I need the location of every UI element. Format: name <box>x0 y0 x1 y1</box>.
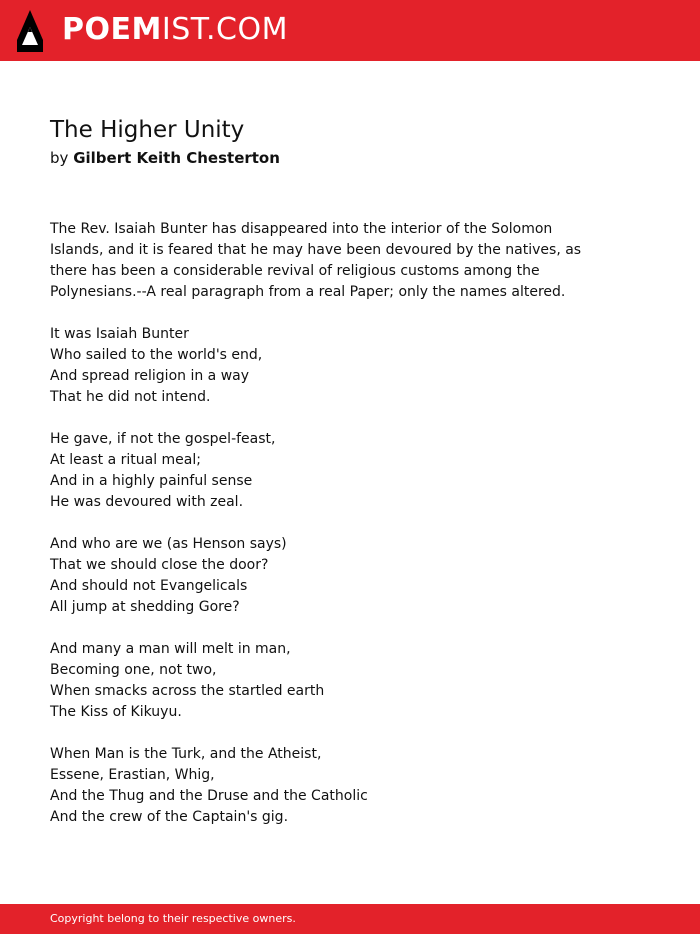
logo-text-bold: POEM <box>62 12 162 47</box>
verse-line: All jump at shedding Gore? <box>50 599 240 615</box>
copyright-text: Copyright belong to their respective owners. <box>50 912 296 925</box>
author-name: Gilbert Keith Chesterton <box>73 149 280 167</box>
pencil-tip-icon <box>17 10 43 52</box>
text-line: Polynesians.--A real paragraph from a real Paper; only the names altered. <box>50 284 566 300</box>
verse-line: And the Thug and the Druse and the Catholic <box>50 788 368 804</box>
verse-line: And should not Evangelicals <box>50 578 248 594</box>
verse-line: And many a man will melt in man, <box>50 641 291 657</box>
verse-line: It was Isaiah Bunter <box>50 326 189 342</box>
verse-line: When smacks across the startled earth <box>50 683 325 699</box>
stanza <box>50 429 590 513</box>
logo-text-light: IST.COM <box>161 12 288 47</box>
verse-line: At least a ritual meal; <box>50 452 201 468</box>
stanza <box>50 744 590 828</box>
poem-body <box>50 219 590 849</box>
site-logo[interactable] <box>62 12 288 48</box>
by-prefix: by <box>50 149 69 167</box>
byline <box>50 149 280 167</box>
verse-line: When Man is the Turk, and the Atheist, <box>50 746 322 762</box>
verse-line: The Kiss of Kikuyu. <box>50 704 182 720</box>
verse-line: And spread religion in a way <box>50 368 250 384</box>
verse-line: That we should close the door? <box>50 557 269 573</box>
intro-paragraph <box>50 219 590 303</box>
verse-line: That he did not intend. <box>50 389 211 405</box>
verse-line: And the crew of the Captain's gig. <box>50 809 289 825</box>
verse-line: Essene, Erastian, Whig, <box>50 767 215 783</box>
stanza <box>50 639 590 723</box>
verse-line: He was devoured with zeal. <box>50 494 244 510</box>
poem-title: The Higher Unity <box>50 117 245 143</box>
verse-line: And in a highly painful sense <box>50 473 253 489</box>
verse-line: He gave, if not the gospel-feast, <box>50 431 276 447</box>
stanza <box>50 534 590 618</box>
stanza <box>50 324 590 408</box>
site-footer <box>0 904 700 934</box>
site-header <box>0 0 700 61</box>
verse-line: And who are we (as Henson says) <box>50 536 287 552</box>
text-line: Islands, and it is feared that he may have been devoured by the natives, as <box>50 242 582 258</box>
verse-line: Becoming one, not two, <box>50 662 217 678</box>
text-line: The Rev. Isaiah Bunter has disappeared into the interior of the Solomon <box>50 221 553 237</box>
text-line: there has been a considerable revival of religious customs among the <box>50 263 540 279</box>
verse-line: Who sailed to the world's end, <box>50 347 263 363</box>
